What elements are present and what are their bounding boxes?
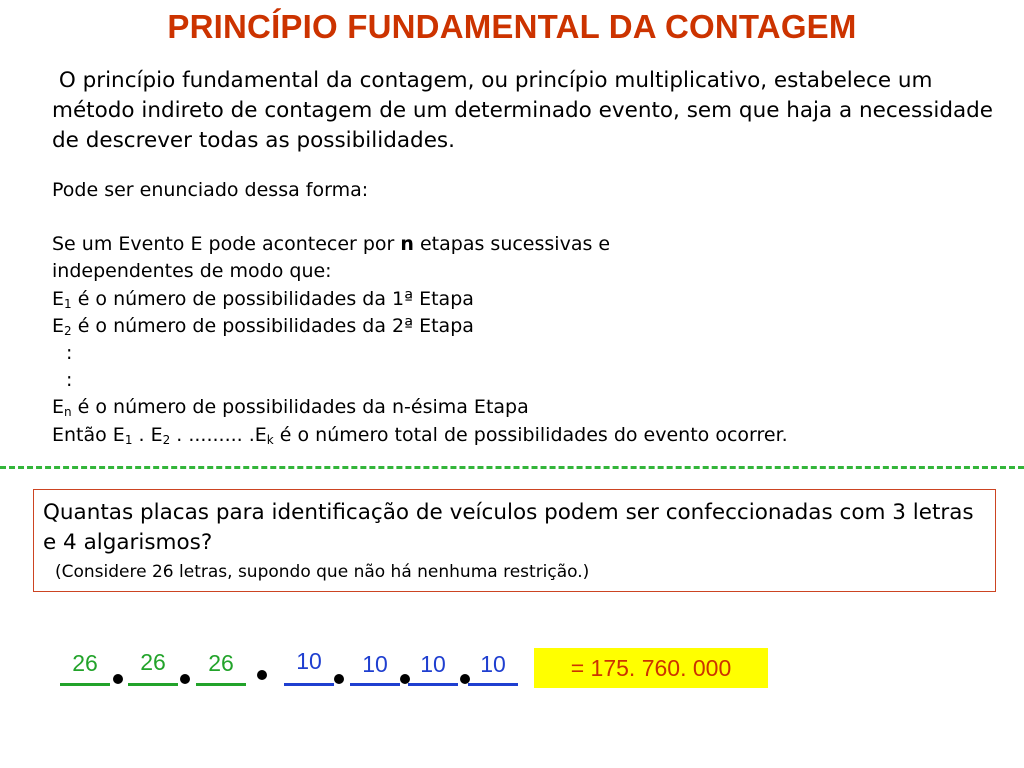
result-value: = 175. 760. 000 — [534, 648, 768, 688]
condition-text-before: Se um Evento E pode acontecer por — [52, 233, 401, 256]
digit-slot-1 — [284, 640, 334, 686]
intro-paragraph — [52, 66, 1012, 156]
e1-letter: E — [52, 287, 65, 310]
conclusion-middle-2: . ......... .E — [170, 423, 267, 446]
letter-slot-2 — [128, 640, 178, 686]
digit-count: 10 — [296, 648, 322, 674]
multiplication-dot — [334, 674, 344, 684]
slot-underline — [60, 683, 110, 686]
multiplication-dot — [113, 674, 123, 684]
e2-letter: E — [52, 314, 65, 337]
condition-line-2: independentes de modo que: — [52, 260, 332, 283]
letter-slot-3 — [196, 640, 246, 686]
slot-underline — [350, 683, 400, 686]
letter-slot-1 — [60, 640, 110, 686]
page-title: PRINCÍPIO FUNDAMENTAL DA CONTAGEM — [167, 8, 857, 45]
conclusion-subscript-1: 1 — [124, 432, 133, 447]
letter-count: 26 — [140, 649, 166, 675]
conclusion-middle-1: . E — [132, 423, 163, 446]
question-box — [33, 489, 996, 592]
ellipsis-dots-1: : — [66, 342, 73, 365]
e1-subscript: 1 — [64, 296, 72, 311]
dashed-divider — [0, 466, 1024, 469]
multiplication-dot — [180, 674, 190, 684]
e1-line — [52, 286, 1012, 313]
question-note: (Considere 26 letras, supondo que não há nenhuma restrição.) — [55, 562, 590, 582]
slot-underline — [468, 683, 518, 686]
calculation-row — [0, 640, 1024, 700]
condition-variable-n: n — [400, 233, 414, 256]
slot-underline — [408, 683, 458, 686]
digit-slot-2 — [350, 640, 400, 686]
spacer — [52, 204, 1012, 231]
ellipsis-dots-2: : — [66, 369, 73, 392]
statement-lead: Pode ser enunciado dessa forma: — [52, 179, 369, 201]
digit-count: 10 — [420, 651, 446, 677]
en-letter: E — [52, 396, 65, 419]
digit-slot-3 — [408, 640, 458, 686]
conclusion-line — [52, 422, 1012, 449]
digit-count: 10 — [480, 651, 506, 677]
slot-underline — [128, 683, 178, 686]
intro-text: O princípio fundamental da contagem, ou princípio multiplicativo, estabelece um método indireto de contagem de um determinado evento, sem que haja a necessidade de descrever todas as possibilidades. — [52, 68, 994, 153]
conclusion-subscript-2: 2 — [162, 432, 171, 447]
digit-count: 10 — [362, 651, 388, 677]
slot-underline — [284, 683, 334, 686]
conclusion-prefix: Então E — [52, 423, 125, 446]
e2-subscript: 2 — [64, 323, 72, 338]
conclusion-suffix: é o número total de possibilidades do evento ocorrer. — [273, 423, 788, 446]
en-line — [52, 394, 1012, 421]
en-text: é o número de possibilidades da n-ésima Etapa — [71, 396, 529, 419]
question-text: Quantas placas para identificação de veículos podem ser confeccionadas com 3 letras e 4 algarismos? — [43, 500, 974, 555]
multiplication-dot — [257, 670, 267, 680]
condition-text-after: etapas sucessivas e — [413, 233, 611, 256]
e2-text: é o número de possibilidades da 2ª Etapa — [71, 314, 474, 337]
en-subscript: n — [64, 405, 72, 420]
conclusion-subscript-k: k — [266, 432, 274, 447]
principle-statement — [52, 177, 1012, 449]
e2-line — [52, 313, 1012, 340]
digit-slot-4 — [468, 640, 518, 686]
slot-underline — [196, 683, 246, 686]
letter-count: 26 — [72, 650, 98, 676]
condition-line-1 — [52, 231, 1012, 258]
letter-count: 26 — [208, 650, 234, 676]
e1-text: é o número de possibilidades da 1ª Etapa — [71, 287, 474, 310]
